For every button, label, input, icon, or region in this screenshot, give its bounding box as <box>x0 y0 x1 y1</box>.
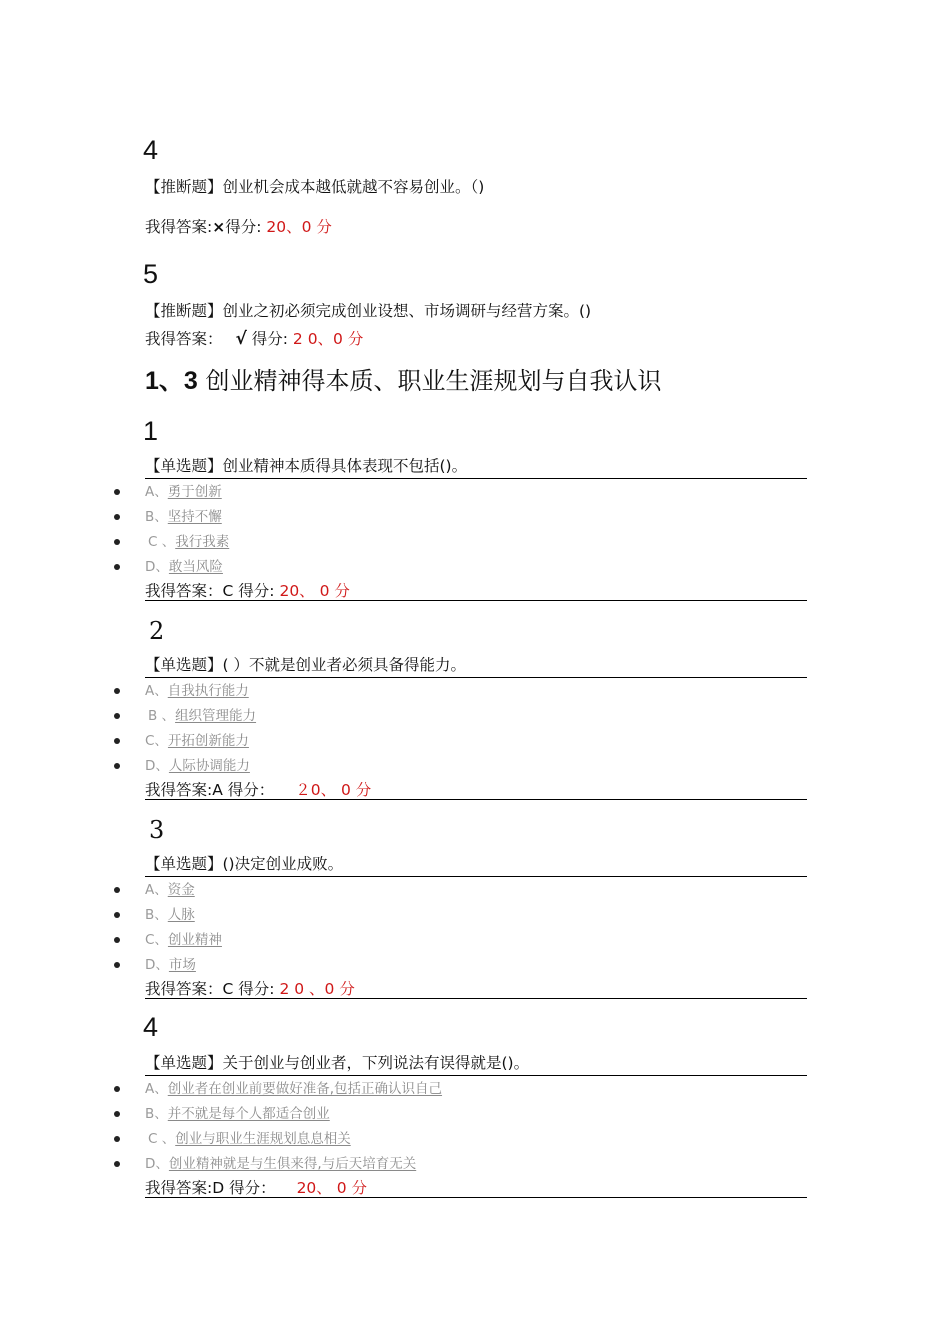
option-letter: B 、 <box>148 708 176 724</box>
option-c[interactable] <box>145 1130 351 1148</box>
score-label: 得分: <box>225 218 262 236</box>
bullet-icon <box>114 489 120 495</box>
answer-line <box>145 1178 367 1198</box>
option-letter: C 、 <box>148 534 176 550</box>
option-text: 自我执行能力 <box>167 683 249 699</box>
section-text: 创业精神得本质、职业生涯规划与自我认识 <box>205 367 662 395</box>
option-letter: B、 <box>145 1106 168 1122</box>
answer-value: A <box>212 781 223 799</box>
answer-line <box>145 581 350 601</box>
check-mark-icon: √ <box>235 329 247 349</box>
option-b[interactable] <box>145 1105 330 1123</box>
option-text: 人际协调能力 <box>168 758 250 774</box>
question-number: 5 <box>143 259 159 289</box>
score-value: 2 0 、0 分 <box>279 980 355 998</box>
score-value: 20、 0 分 <box>296 1179 368 1197</box>
score-label: 得分: <box>238 582 275 600</box>
divider <box>145 799 807 800</box>
option-letter: D、 <box>145 1156 169 1172</box>
bullet-icon <box>114 564 120 570</box>
option-letter: C、 <box>145 733 168 749</box>
answer-value: C <box>222 582 234 600</box>
option-text: 我行我素 <box>175 534 230 550</box>
bullet-icon <box>114 1136 120 1142</box>
divider <box>145 677 807 678</box>
question-number: 1 <box>143 416 159 446</box>
divider <box>145 1075 807 1076</box>
option-d[interactable] <box>145 558 223 576</box>
option-letter: A、 <box>145 882 168 898</box>
option-letter: C、 <box>145 932 168 948</box>
score-value: 2 0、0 分 <box>292 330 364 348</box>
option-d[interactable] <box>145 956 196 974</box>
bullet-icon <box>114 514 120 520</box>
option-letter: B、 <box>145 509 168 525</box>
option-text: 敢当风险 <box>168 559 223 575</box>
question-text: 【单选题】( ）不就是创业者必须具备得能力。 <box>145 656 466 674</box>
bullet-icon <box>114 539 120 545</box>
question-number: 4 <box>143 1012 159 1042</box>
option-text: 创业精神就是与生俱来得,与后天培育无关 <box>168 1156 417 1172</box>
question-text: 【单选题】创业精神本质得具体表现不包括()。 <box>145 457 468 475</box>
section-title <box>145 366 661 396</box>
answer-line <box>145 979 355 999</box>
option-letter: B、 <box>145 907 168 923</box>
option-text: 创业精神 <box>167 932 222 948</box>
bullet-icon <box>114 688 120 694</box>
option-c[interactable] <box>145 533 229 551</box>
divider <box>145 478 807 479</box>
option-c[interactable] <box>145 931 222 949</box>
question-text: 【单选题】关于创业与创业者，下列说法有误得就是()。 <box>145 1054 530 1072</box>
option-text: 创业与职业生涯规划息息相关 <box>175 1131 351 1147</box>
question-number: 4 <box>143 135 159 165</box>
option-b[interactable] <box>145 906 195 924</box>
option-letter: D、 <box>145 758 169 774</box>
score-value: ２0、 0 分 <box>295 781 372 799</box>
option-text: 人脉 <box>167 907 195 923</box>
option-a[interactable] <box>145 1080 442 1098</box>
score-label: 得分: <box>238 980 275 998</box>
answer-line <box>145 780 371 800</box>
option-letter: A、 <box>145 484 168 500</box>
option-a[interactable] <box>145 881 195 899</box>
answer-label: 我得答案： <box>145 330 223 348</box>
question-text: 【推断题】创业之初必须完成创业设想、市场调研与经营方案。() <box>145 302 592 320</box>
divider <box>145 1197 807 1198</box>
option-text: 市场 <box>168 957 196 973</box>
answer-value: D <box>212 1179 225 1197</box>
answer-label: 我得答案： <box>145 582 223 600</box>
bullet-icon <box>114 887 120 893</box>
answer-label: 我得答案: <box>145 1179 213 1197</box>
option-text: 开拓创新能力 <box>167 733 249 749</box>
option-text: 勇于创新 <box>167 484 222 500</box>
bullet-icon <box>114 738 120 744</box>
score-value: 20、0 分 <box>266 218 332 236</box>
option-b[interactable] <box>145 707 256 725</box>
question-number: 3 <box>149 816 165 844</box>
score-value: 20、 0 分 <box>279 582 350 600</box>
bullet-icon <box>114 763 120 769</box>
answer-line <box>145 329 363 349</box>
answer-line <box>145 217 332 237</box>
option-c[interactable] <box>145 732 249 750</box>
bullet-icon <box>114 1161 120 1167</box>
bullet-icon <box>114 962 120 968</box>
option-a[interactable] <box>145 483 222 501</box>
answer-value: C <box>222 980 234 998</box>
score-label: 得分: <box>251 330 288 348</box>
bullet-icon <box>114 1086 120 1092</box>
divider <box>145 600 807 601</box>
score-label: 得分： <box>227 781 275 799</box>
section-number: 1、3 <box>145 367 198 395</box>
option-letter: C 、 <box>148 1131 176 1147</box>
answer-label: 我得答案: <box>145 781 213 799</box>
divider <box>145 998 807 999</box>
option-letter: D、 <box>145 559 169 575</box>
option-a[interactable] <box>145 682 249 700</box>
divider <box>145 876 807 877</box>
option-letter: A、 <box>145 1081 168 1097</box>
option-text: 坚持不懈 <box>167 509 222 525</box>
option-letter: A、 <box>145 683 168 699</box>
option-d[interactable] <box>145 757 250 775</box>
bullet-icon <box>114 713 120 719</box>
bullet-icon <box>114 1111 120 1117</box>
option-text: 组织管理能力 <box>175 708 257 724</box>
option-d[interactable] <box>145 1155 416 1173</box>
option-text: 创业者在创业前要做好准备,包括正确认识自己 <box>167 1081 443 1097</box>
bullet-icon <box>114 937 120 943</box>
bullet-icon <box>114 912 120 918</box>
score-label: 得分： <box>229 1179 276 1197</box>
answer-label: 我得答案： <box>145 980 223 998</box>
answer-label: 我得答案: <box>145 218 213 236</box>
question-text: 【推断题】创业机会成本越低就越不容易创业。（) <box>145 178 485 196</box>
option-b[interactable] <box>145 508 222 526</box>
question-text: 【单选题】()决定创业成败。 <box>145 855 344 873</box>
option-letter: D、 <box>145 957 169 973</box>
wrong-mark-icon: × <box>212 218 226 236</box>
option-text: 并不就是每个人都适合创业 <box>167 1106 330 1122</box>
option-text: 资金 <box>167 882 195 898</box>
question-number: 2 <box>149 617 165 645</box>
